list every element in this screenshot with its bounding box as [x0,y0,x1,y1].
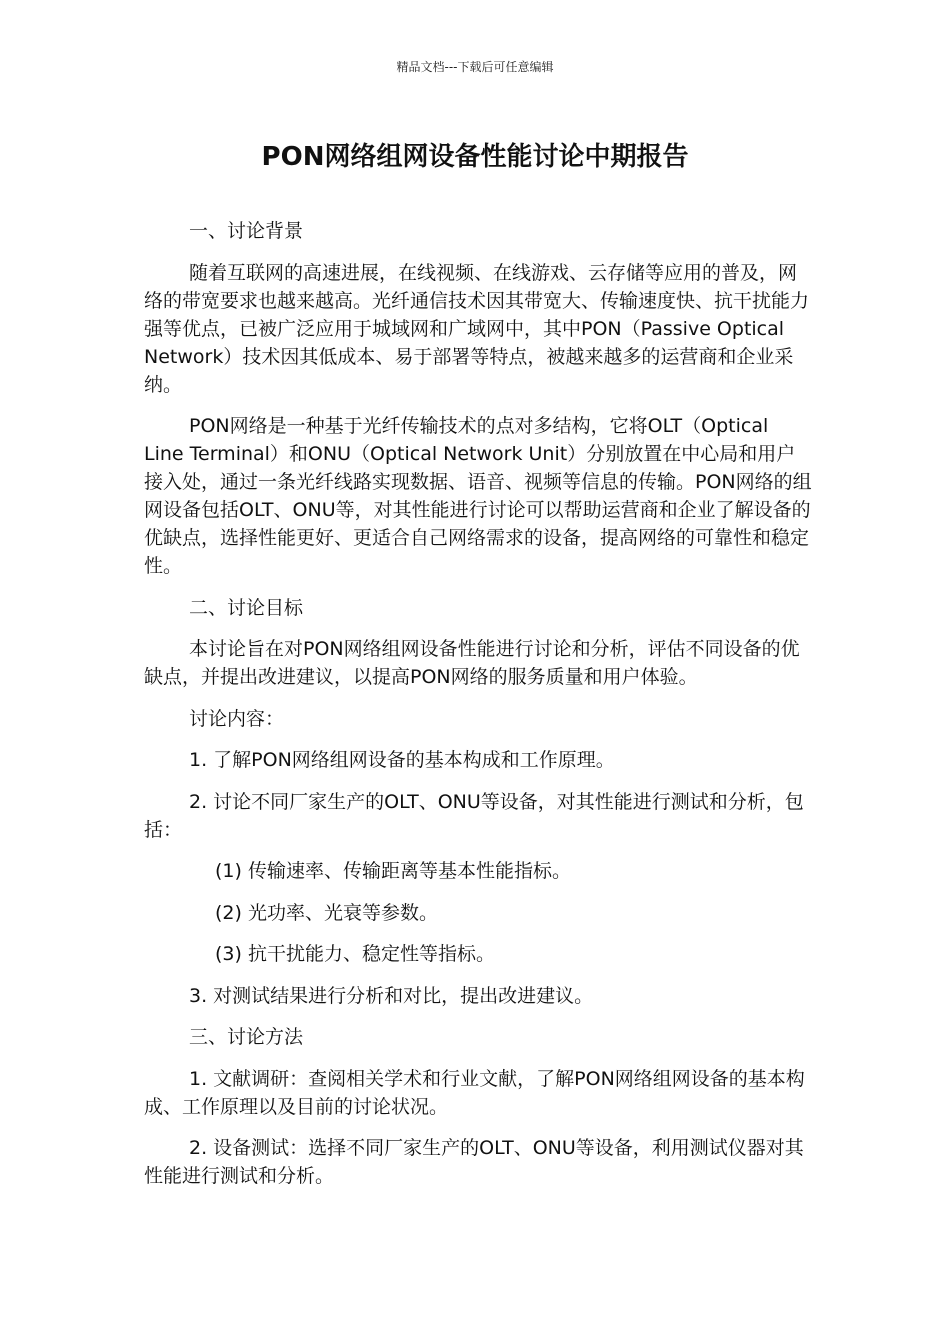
section-heading-background: 一、讨论背景 [189,220,304,242]
content-subitem-1: (1) 传输速率、传输距离等基本性能指标。 [215,860,571,882]
content-item-1: 1. 了解PON网络组网设备的基本构成和工作原理。 [189,749,615,771]
header-note: 精品文档---下载后可任意编辑 [396,60,554,74]
document-body [144,217,812,1204]
method-item-1: 1. 文献调研：查阅相关学术和行业文献，了解PON网络组网设备的基本构成、工作原理以及目前的讨论状况。 [144,1067,805,1118]
content-item-2: 2. 讨论不同厂家生产的OLT、ONU等设备，对其性能进行测试和分析，包括： [144,790,804,841]
content-subitem-2: (2) 光功率、光衰等参数。 [215,901,438,924]
document-title: PON网络组网设备性能讨论中期报告 [261,142,689,172]
section-heading-goal: 二、讨论目标 [189,596,304,619]
content-subitem-3: (3) 抗干扰能力、稳定性等指标。 [215,943,495,965]
paragraph-goal: 本讨论旨在对PON网络组网设备性能进行讨论和分析，评估不同设备的优缺点，并提出改进建议，以提高PON网络的服务质量和用户体验。 [144,638,800,688]
content-label: 讨论内容： [189,707,285,730]
section-heading-method: 三、讨论方法 [189,1026,304,1048]
paragraph-background-1: 随着互联网的高速进展，在线视频、在线游戏、云存储等应用的普及，网络的带宽要求也越来越高。光纤通信技术因其带宽大、传输速度快、抗干扰能力强等优点，已被广泛应用于城域网和广域网中，其中PON（Passive Optical Network）技术因其低成本、易于部署等特点，被越来越多的运营商和企业采纳。 [144,261,810,396]
method-item-2: 2. 设备测试：选择不同厂家生产的OLT、ONU等设备，利用测试仪器对其性能进行测试和分析。 [144,1137,804,1187]
paragraph-background-2: PON网络是一种基于光纤传输技术的点对多结构，它将OLT（Optical Line Terminal）和ONU（Optical Network Unit）分别放置在中心局和用户接入处，通过一条光纤线路实现数据、语音、视频等信息的传输。PON网络的组网设备包括OLT、ONU等，对其性能进行讨论可以帮助运营商和企业了解设备的优缺点，选择性能更好、更适合自己网络需求的设备，提高网络的可靠性和稳定性。 [144,415,812,577]
content-item-3: 3. 对测试结果进行分析和对比，提出改进建议。 [189,984,594,1007]
